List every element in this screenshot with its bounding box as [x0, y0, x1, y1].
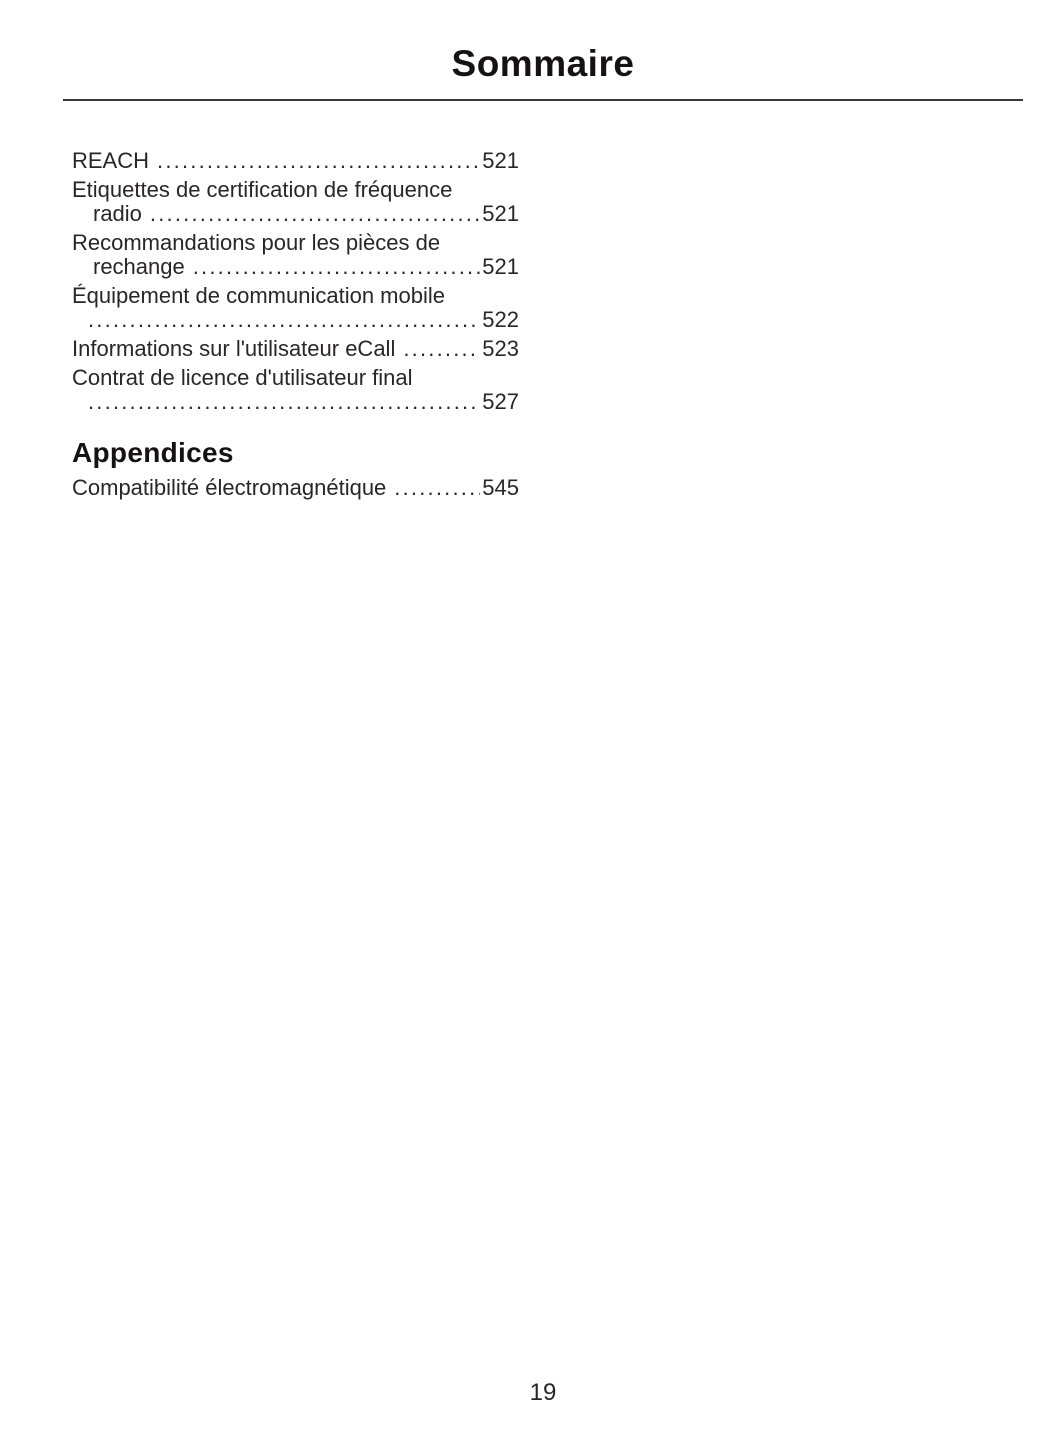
toc-entry [72, 476, 519, 500]
toc-entry-label: rechange [93, 254, 185, 279]
toc-entry [72, 284, 519, 332]
toc-entry-page: 523 [482, 336, 519, 361]
toc-entry-label: Recommandations pour les pièces de [72, 230, 441, 255]
toc-entry-page: 521 [482, 254, 519, 279]
toc-entry [72, 178, 519, 226]
toc-entry-page: 521 [482, 148, 519, 173]
toc-entry [72, 149, 519, 173]
dot-leader [157, 149, 480, 173]
toc-entry-label: radio [93, 201, 142, 226]
dot-leader [403, 337, 480, 361]
toc-entry-page: 527 [482, 389, 519, 414]
toc-entry-label: REACH [72, 148, 150, 173]
dot-leader [150, 202, 480, 226]
toc-entry-page: 545 [482, 475, 519, 500]
toc-entry [72, 337, 519, 361]
toc-entry-label: Informations sur l'utilisateur eCall [72, 336, 396, 361]
toc-entry-label: Compatibilité électromagnétique [72, 475, 387, 500]
page-title: Sommaire [451, 43, 635, 84]
toc-entry-page: 522 [482, 307, 519, 332]
page-number: 19 [529, 1379, 557, 1406]
dot-leader [394, 476, 480, 500]
dot-leader [88, 390, 480, 414]
toc-entry-label: Équipement de communication mobile [72, 283, 445, 308]
toc-entry-page: 521 [482, 201, 519, 226]
dot-leader [88, 308, 480, 332]
toc-list [72, 149, 519, 500]
section-heading-appendices: Appendices [72, 437, 234, 468]
title-divider [63, 99, 1023, 101]
toc-entry [72, 366, 519, 414]
toc-entry-label: Etiquettes de certification de fréquence [72, 177, 453, 202]
toc-entry-label: Contrat de licence d'utilisateur final [72, 365, 413, 390]
page-content [63, 0, 1023, 1448]
dot-leader [193, 255, 481, 279]
toc-entry [72, 231, 519, 279]
